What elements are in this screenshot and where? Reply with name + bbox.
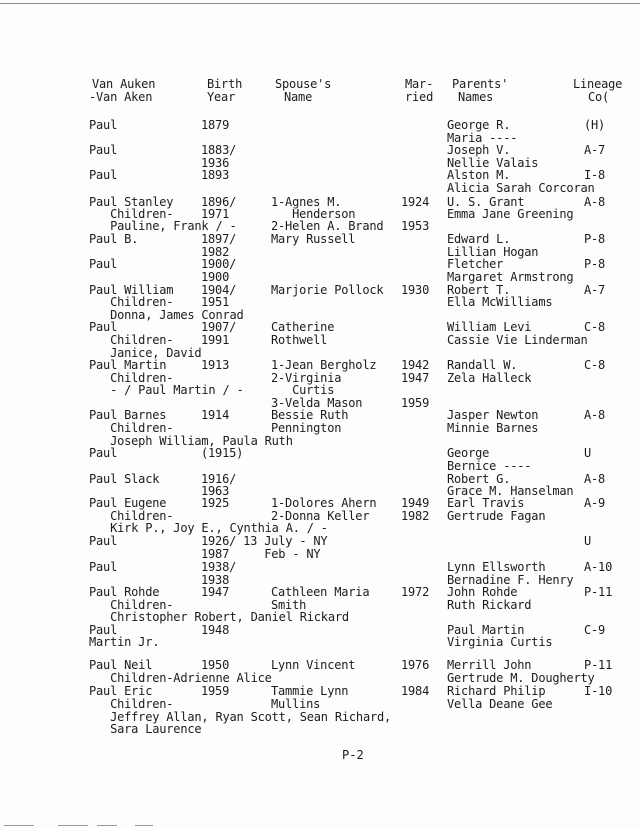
parents-names: Alicia Sarah Corcoran — [447, 181, 595, 195]
person-name: Children- — [89, 697, 174, 711]
birth-year: 1900/ — [201, 257, 237, 271]
lineage-code: I-8 — [584, 168, 606, 182]
header-parents: Parents' — [452, 77, 509, 91]
header-surname-alt: -Van Aken — [89, 90, 153, 104]
bottom-rule-fragment — [4, 825, 34, 826]
birth-year: 1948 — [201, 623, 230, 637]
parents-names: Lillian Hogan — [447, 245, 539, 259]
married-year: 1982 — [401, 509, 430, 523]
spouse-name: Rothwell — [271, 333, 328, 347]
parents-names: Zela Halleck — [447, 371, 532, 385]
parents-names: Gertrude M. Dougherty — [447, 671, 595, 685]
married-year: 1947 — [401, 371, 430, 385]
lineage-code: A-7 — [584, 143, 606, 157]
page-number: P-2 — [342, 748, 364, 762]
person-name: Paul — [89, 623, 118, 637]
header-spouse-name: Name — [284, 90, 313, 104]
person-name: Paul Eugene — [89, 496, 167, 510]
spouse-name: Mary Russell — [271, 232, 356, 246]
married-year: 1949 — [401, 496, 430, 510]
parents-names: Randall W. — [447, 358, 518, 372]
birth-year: 1987 Feb - NY — [201, 547, 321, 561]
lineage-code: A-8 — [584, 195, 606, 209]
parents-names: George — [447, 446, 490, 460]
spouse-name: Bessie Ruth — [271, 408, 349, 422]
person-name: Paul William — [89, 283, 174, 297]
lineage-code: A-8 — [584, 472, 606, 486]
parents-names: Nellie Valais — [447, 156, 539, 170]
parents-names: Joseph V. — [447, 143, 511, 157]
spouse-name: Cathleen Maria — [271, 585, 370, 599]
person-name: Paul B. — [89, 232, 139, 246]
person-name: Paul — [89, 446, 118, 460]
married-year: 1930 — [401, 283, 430, 297]
bottom-rule-fragment — [58, 825, 88, 826]
parents-names: U. S. Grant — [447, 195, 525, 209]
person-name: Sara Laurence — [89, 722, 202, 736]
birth-year: 1991 — [201, 333, 230, 347]
parents-names: Lynn Ellsworth — [447, 560, 546, 574]
header-lineage-code: Co( — [588, 90, 610, 104]
parents-names: Virginia Curtis — [447, 635, 553, 649]
married-year: 1953 — [401, 219, 430, 233]
lineage-code: U — [584, 446, 592, 460]
parents-names: Fletcher — [447, 257, 504, 271]
birth-year: 1926/ 13 July - NY — [201, 534, 328, 548]
parents-names: Emma Jane Greening — [447, 207, 574, 221]
lineage-code: P-11 — [584, 658, 613, 672]
person-name: Donna, James Conrad — [89, 308, 244, 322]
birth-year: 1936 — [201, 156, 230, 170]
person-name: Paul Eric — [89, 684, 153, 698]
header-surname: Van Auken — [92, 77, 156, 91]
parents-names: Ruth Rickard — [447, 598, 532, 612]
person-name: Children- — [89, 207, 174, 221]
spouse-name: 1-Jean Bergholz — [271, 358, 377, 372]
lineage-code: U — [584, 534, 592, 548]
person-name: Jeffrey Allan, Ryan Scott, Sean Richard, — [89, 710, 392, 724]
person-name: Children-Adrienne Alice — [89, 671, 272, 685]
birth-year: 1897/ — [201, 232, 237, 246]
lineage-code: C-9 — [584, 623, 606, 637]
birth-year: 1925 — [201, 496, 230, 510]
married-year: 1924 — [401, 195, 430, 209]
person-name: Paul — [89, 168, 118, 182]
header-year: Year — [207, 90, 236, 104]
lineage-code: A-10 — [584, 560, 613, 574]
person-name: Paul — [89, 143, 118, 157]
spouse-name: Pennington — [271, 421, 342, 435]
parents-names: John Rohde — [447, 585, 518, 599]
parents-names: Maria ---- — [447, 131, 518, 145]
person-name: Joseph William, Paula Ruth — [89, 434, 293, 448]
person-name: Children- — [89, 295, 174, 309]
parents-names: Gertrude Fagan — [447, 509, 546, 523]
person-name: Christopher Robert, Daniel Rickard — [89, 610, 349, 624]
married-year: 1972 — [401, 585, 430, 599]
person-name: Children- — [89, 421, 174, 435]
person-name: Paul — [89, 257, 118, 271]
parents-names: Bernadine F. Henry — [447, 573, 574, 587]
birth-year: 1896/ — [201, 195, 237, 209]
married-year: 1942 — [401, 358, 430, 372]
person-name: Paul — [89, 320, 118, 334]
person-name: Paul Rohde — [89, 585, 160, 599]
person-name: Paul — [89, 534, 118, 548]
birth-year: 1938 — [201, 573, 230, 587]
spouse-name: Curtis — [271, 383, 335, 397]
spouse-name: 2-Helen A. Brand — [271, 219, 384, 233]
spouse-name: 1-Agnes M. — [271, 195, 342, 209]
married-year: 1976 — [401, 658, 430, 672]
parents-names: Grace M. Hanselman — [447, 484, 574, 498]
spouse-name: Tammie Lynn — [271, 684, 349, 698]
header-birth: Birth — [207, 77, 243, 91]
parents-names: Paul Martin — [447, 623, 525, 637]
spouse-name: Catherine — [271, 320, 335, 334]
birth-year: (1915) — [201, 446, 244, 460]
birth-year: 1959 — [201, 684, 230, 698]
person-name: Martin Jr. — [89, 635, 160, 649]
spouse-name: 2-Virginia — [271, 371, 342, 385]
birth-year: 1907/ — [201, 320, 237, 334]
lineage-code: I-10 — [584, 684, 613, 698]
birth-year: 1904/ — [201, 283, 237, 297]
person-name: Janice, David — [89, 346, 202, 360]
spouse-name: Smith — [271, 598, 307, 612]
parents-names: Bernice ---- — [447, 459, 532, 473]
spouse-name: Lynn Vincent — [271, 658, 356, 672]
header-married: Mar- — [405, 77, 434, 91]
parents-names: George R. — [447, 118, 511, 132]
parents-names: Minnie Barnes — [447, 421, 539, 435]
birth-year: 1900 — [201, 270, 230, 284]
birth-year: 1950 — [201, 658, 230, 672]
person-name: Paul Slack — [89, 472, 160, 486]
spouse-name: 3-Velda Mason — [271, 396, 363, 410]
parents-names: Robert G. — [447, 472, 511, 486]
lineage-code: C-8 — [584, 320, 606, 334]
birth-year: 1947 — [201, 585, 230, 599]
lineage-code: (H) — [584, 118, 606, 132]
header-spouse: Spouse's — [275, 77, 332, 91]
person-name: Paul Barnes — [89, 408, 167, 422]
parents-names: Jasper Newton — [447, 408, 539, 422]
parents-names: Earl Travis — [447, 496, 525, 510]
person-name: - / Paul Martin / - — [89, 383, 244, 397]
lineage-code: A-8 — [584, 408, 606, 422]
lineage-code: P-8 — [584, 257, 606, 271]
bottom-rule-fragment — [97, 825, 117, 826]
spouse-name: 1-Dolores Ahern — [271, 496, 377, 510]
header-married-2: ried — [405, 90, 434, 104]
spouse-name: 2-Donna Keller — [271, 509, 370, 523]
parents-names: Vella Deane Gee — [447, 697, 553, 711]
person-name: Paul Stanley — [89, 195, 174, 209]
person-name: Children- — [89, 371, 174, 385]
birth-year: 1913 — [201, 358, 230, 372]
parents-names: Richard Philip — [447, 684, 546, 698]
parents-names: Merrill John — [447, 658, 532, 672]
parents-names: Ella McWilliams — [447, 295, 553, 309]
birth-year: 1883/ — [201, 143, 237, 157]
person-name: Paul Neil — [89, 658, 153, 672]
person-name: Children- — [89, 333, 174, 347]
birth-year: 1914 — [201, 408, 230, 422]
lineage-code: P-11 — [584, 585, 613, 599]
birth-year: 1951 — [201, 295, 230, 309]
person-name: Pauline, Frank / - — [89, 219, 237, 233]
parents-names: William Levi — [447, 320, 532, 334]
spouse-name: Henderson — [271, 207, 356, 221]
header-parents-names: Names — [458, 90, 494, 104]
person-name: Paul — [89, 118, 118, 132]
birth-year: 1879 — [201, 118, 230, 132]
person-name: Children- — [89, 598, 174, 612]
married-year: 1959 — [401, 396, 430, 410]
parents-names: Robert T. — [447, 283, 511, 297]
parents-names: Alston M. — [447, 168, 511, 182]
birth-year: 1982 — [201, 245, 230, 259]
birth-year: 1963 — [201, 484, 230, 498]
birth-year: 1971 — [201, 207, 230, 221]
married-year: 1984 — [401, 684, 430, 698]
birth-year: 1938/ — [201, 560, 237, 574]
lineage-code: P-8 — [584, 232, 606, 246]
parents-names: Edward L. — [447, 232, 511, 246]
lineage-code: A-7 — [584, 283, 606, 297]
birth-year: 1893 — [201, 168, 230, 182]
spouse-name: Marjorie Pollock — [271, 283, 384, 297]
lineage-code: A-9 — [584, 496, 606, 510]
lineage-code: C-8 — [584, 358, 606, 372]
parents-names: Margaret Armstrong — [447, 270, 574, 284]
person-name: Kirk P., Joy E., Cynthia A. / - — [89, 521, 328, 535]
person-name: Children- — [89, 509, 174, 523]
person-name: Paul Martin — [89, 358, 167, 372]
parents-names: Cassie Vie Linderman — [447, 333, 588, 347]
person-name: Paul — [89, 560, 118, 574]
bottom-rule-fragment — [135, 825, 153, 826]
header-lineage: Lineage — [573, 77, 623, 91]
spouse-name: Mullins — [271, 697, 321, 711]
birth-year: 1916/ — [201, 472, 237, 486]
